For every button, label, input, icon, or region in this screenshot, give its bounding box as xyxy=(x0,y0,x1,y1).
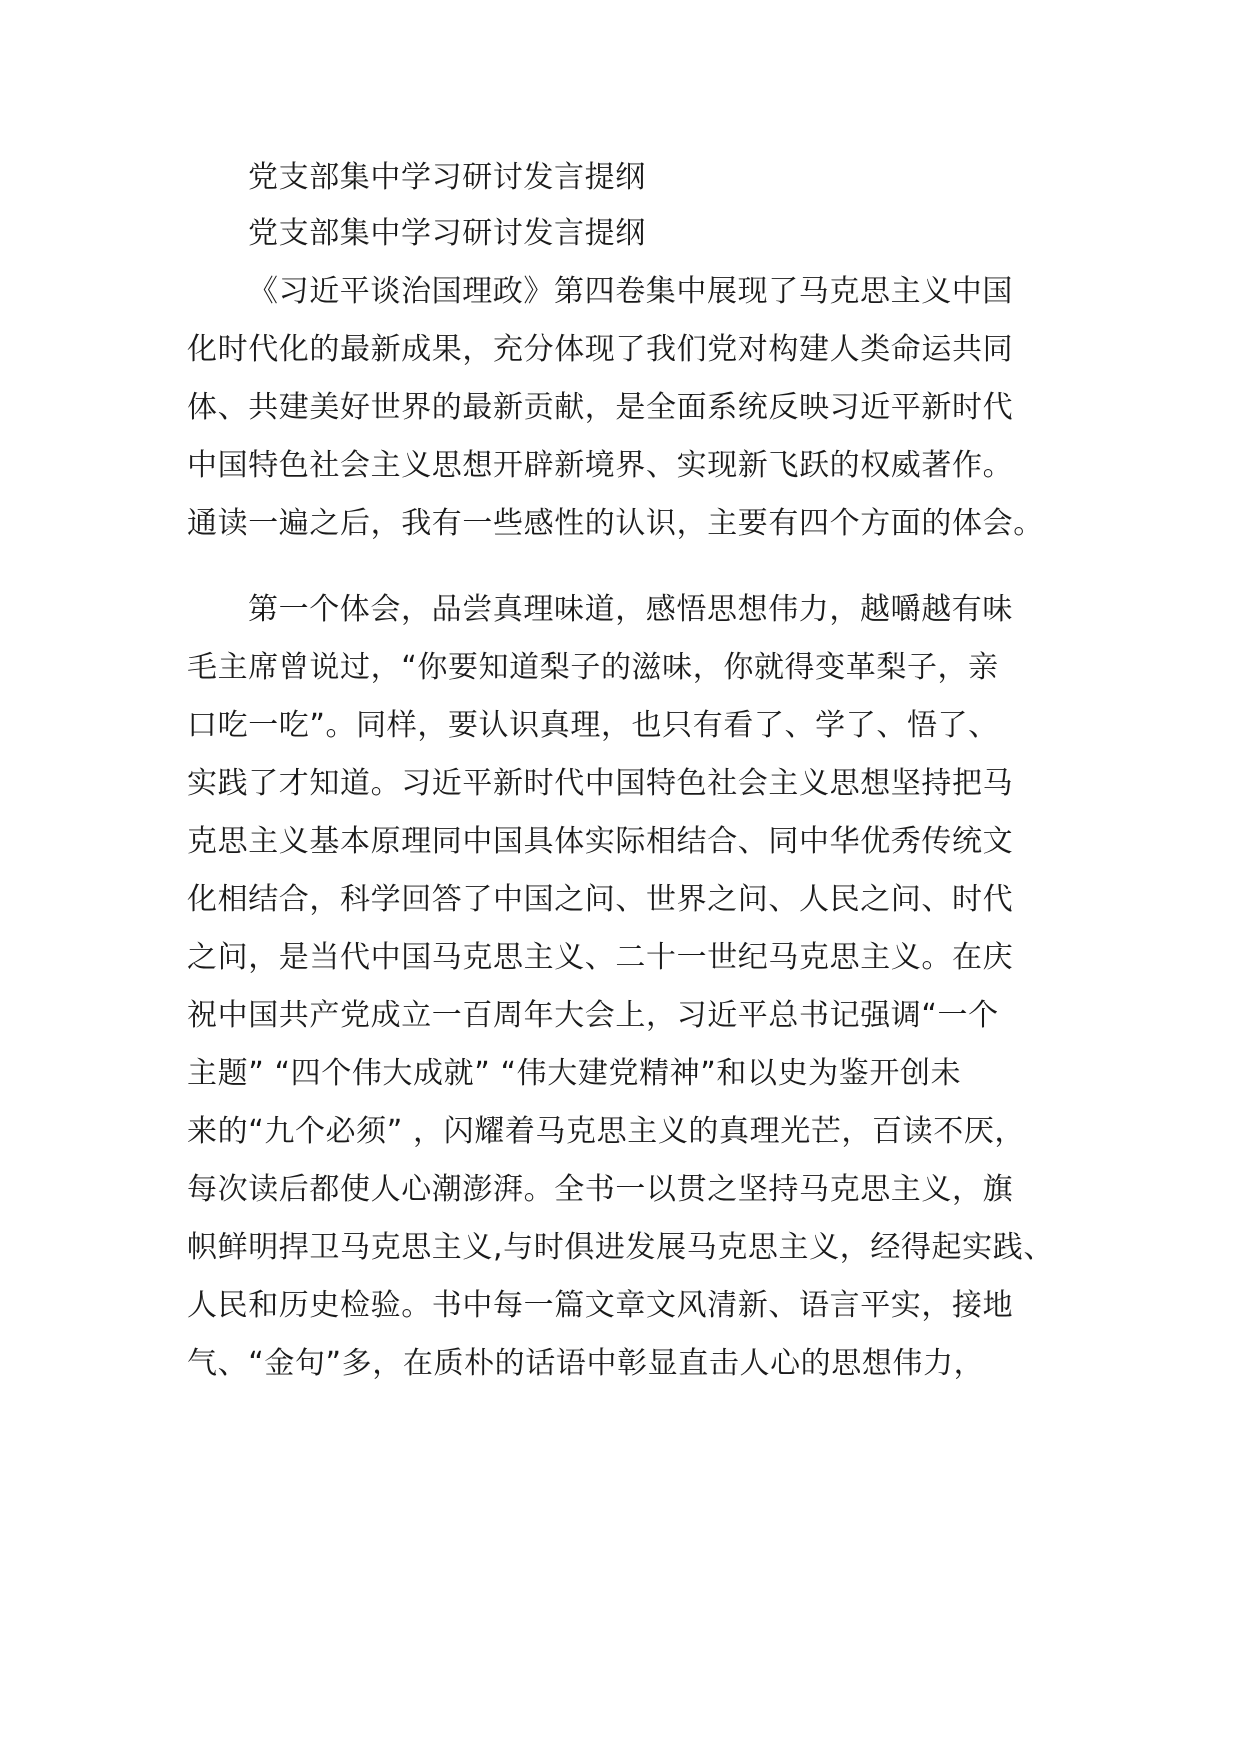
paragraph-1-line-2: 化时代化的最新成果，充分体现了我们党对构建人类命运共同 xyxy=(187,332,1014,367)
paragraph-2-line-3: 口吃一吃”。同样，要认识真理，也只有看了、学了、悟了、 xyxy=(187,708,999,743)
paragraph-2-line-1: 第一个体会，品尝真理味道，感悟思想伟力，越嚼越有味 xyxy=(248,592,1013,627)
paragraph-1-line-3: 体、共建美好世界的最新贡献，是全面系统反映习近平新时代 xyxy=(187,390,1014,425)
paragraph-1-line-4: 中国特色社会主义思想开辟新境界、实现新飞跃的权威著作。 xyxy=(187,448,1014,483)
paragraph-2-line-6: 化相结合，科学回答了中国之问、世界之问、人民之问、时代 xyxy=(187,882,1014,917)
paragraph-2-line-7: 之问，是当代中国马克思主义、二十一世纪马克思主义。在庆 xyxy=(187,940,1014,975)
paragraph-1-line-5: 通读一遍之后，我有一些感性的认识，主要有四个方面的体会。 xyxy=(187,506,1044,541)
paragraph-2-line-9: 主题” “四个伟大成就” “伟大建党精神”和以史为鉴开创未 xyxy=(187,1056,962,1091)
paragraph-2-line-13: 人民和历史检验。书中每一篇文章文风清新、语言平实，接地 xyxy=(187,1288,1014,1323)
paragraph-2-line-8: 祝中国共产党成立一百周年大会上，习近平总书记强调“一个 xyxy=(187,998,999,1033)
paragraph-2-line-5: 克思主义基本原理同中国具体实际相结合、同中华优秀传统文 xyxy=(187,824,1014,859)
paragraph-1-line-1: 《习近平谈治国理政》第四卷集中展现了马克思主义中国 xyxy=(248,274,1013,309)
paragraph-2-line-2: 毛主席曾说过，“你要知道梨子的滋味，你就得变革梨子，亲 xyxy=(187,650,999,685)
document-title-line-1: 党支部集中学习研讨发言提纲 xyxy=(248,160,646,195)
document-title-line-2: 党支部集中学习研讨发言提纲 xyxy=(248,216,646,251)
paragraph-2-line-10: 来的“九个必须” ，闪耀着马克思主义的真理光芒，百读不厌， xyxy=(187,1114,1026,1149)
paragraph-2-line-4: 实践了才知道。习近平新时代中国特色社会主义思想坚持把马 xyxy=(187,766,1014,801)
paragraph-2-line-12: 帜鲜明捍卫马克思主义,与时俱进发展马克思主义，经得起实践、 xyxy=(187,1230,1054,1265)
paragraph-2-line-14: 气、“金句”多，在质朴的话语中彰显直击人心的思想伟力， xyxy=(187,1346,985,1381)
paragraph-2-line-11: 每次读后都使人心潮澎湃。全书一以贯之坚持马克思主义，旗 xyxy=(187,1172,1014,1207)
